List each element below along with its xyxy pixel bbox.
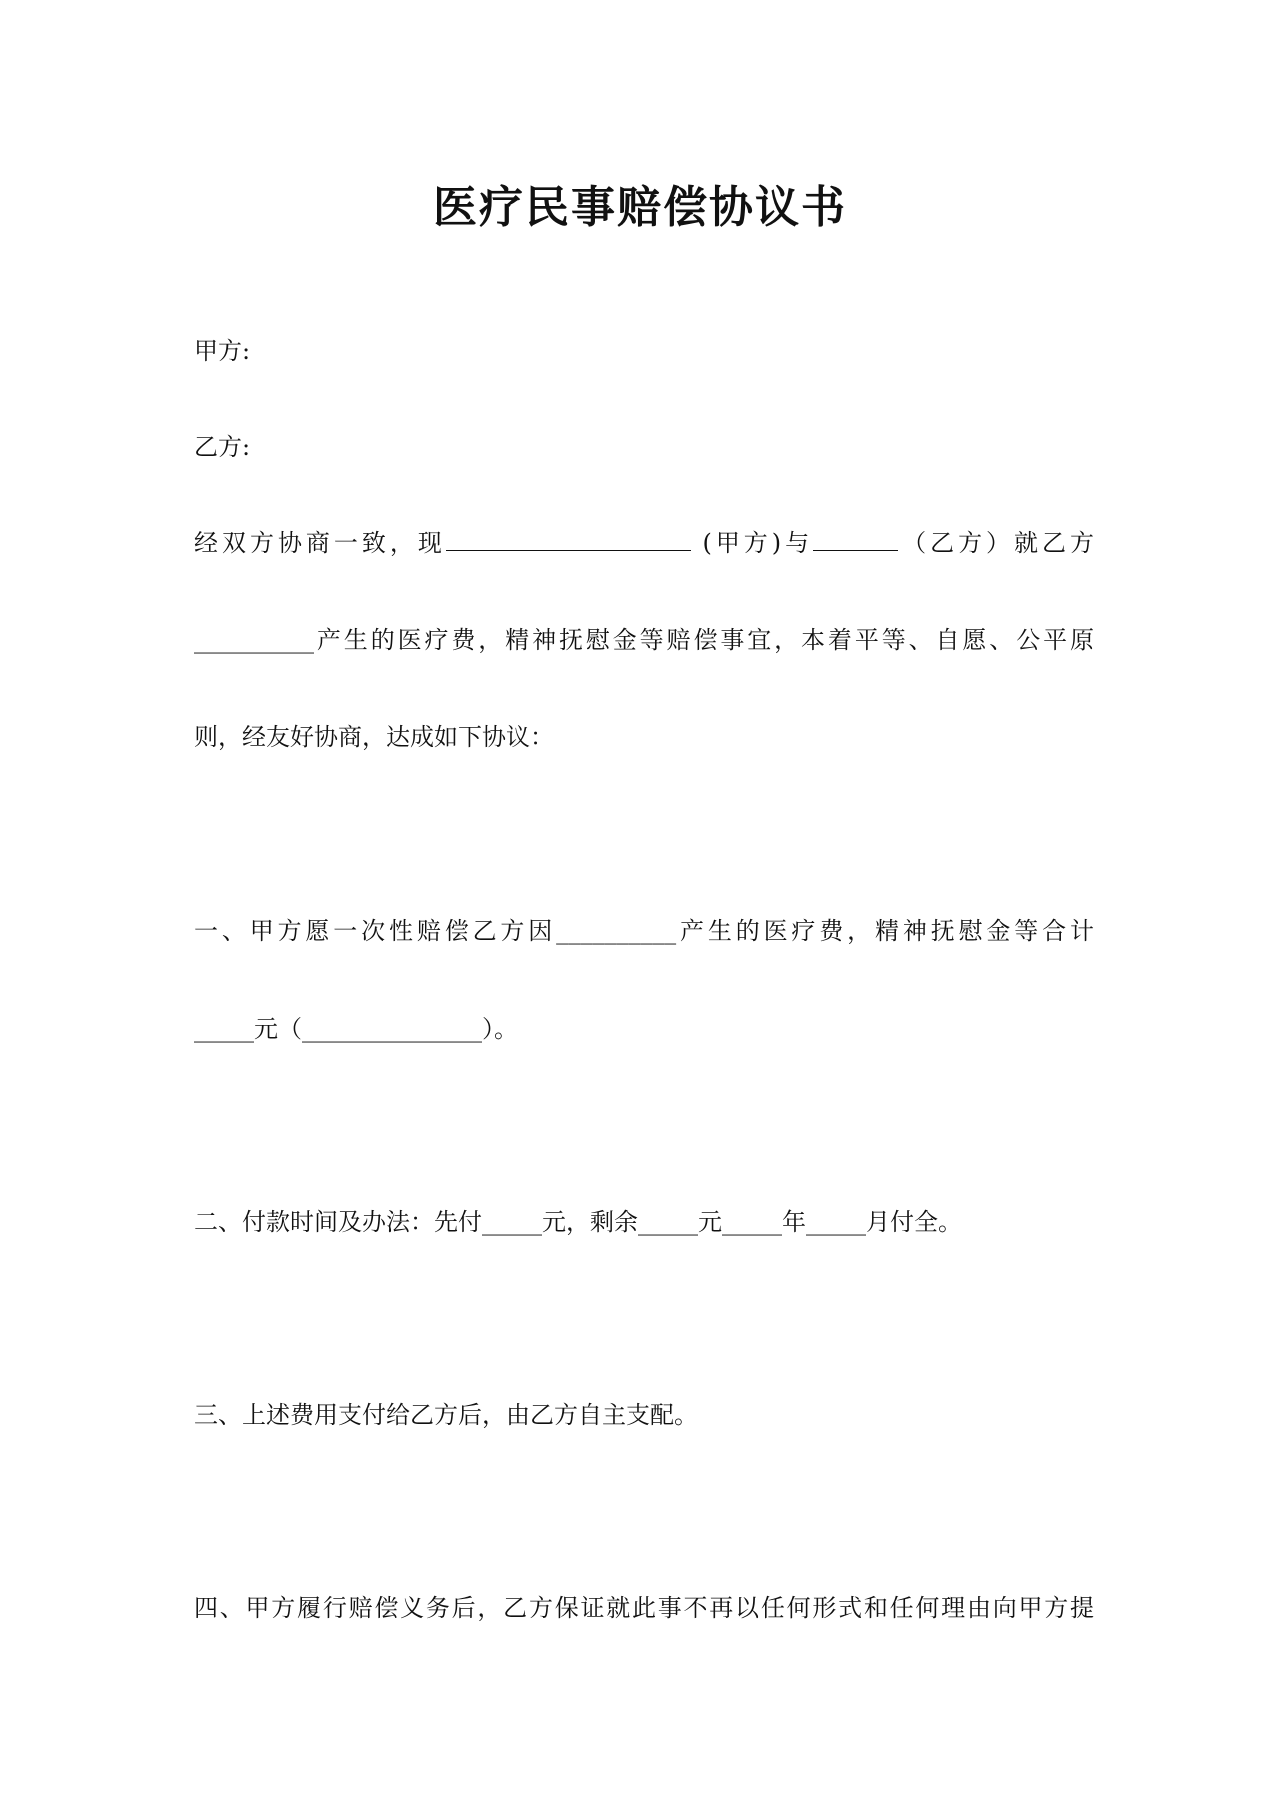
clause-one-line-1: 一、甲方愿一次性赔偿乙方因__________产生的医疗费，精神抚慰金等合计	[194, 917, 1094, 945]
clause-two: 二、付款时间及办法：先付_____元，剩余_____元_____年_____月付全。	[194, 1208, 962, 1236]
party-a-label: 甲方:	[194, 337, 251, 365]
party-b-label: 乙方:	[194, 433, 251, 461]
intro-line-1-suffix: （乙方）就乙方	[898, 529, 1095, 557]
intro-line-1-mid: (甲方)与	[690, 529, 814, 557]
intro-line-2: __________产生的医疗费，精神抚慰金等赔偿事宜，本着平等、自愿、公平原	[194, 626, 1094, 654]
intro-line-1	[194, 526, 1094, 560]
clause-four-line-1: 四、甲方履行赔偿义务后，乙方保证就此事不再以任何形式和任何理由向甲方提	[194, 1594, 1094, 1622]
clause-one-line-2: _____元（_______________）。	[194, 1015, 518, 1043]
intro-line-1-prefix: 经双方协商一致，现	[194, 529, 446, 557]
intro-line-3: 则，经友好协商，达成如下协议：	[194, 723, 554, 751]
clause-three: 三、上述费用支付给乙方后，由乙方自主支配。	[194, 1401, 698, 1429]
party-b-blank	[813, 528, 898, 551]
party-a-blank	[446, 528, 691, 551]
document-title: 医疗民事赔偿协议书	[433, 182, 847, 233]
